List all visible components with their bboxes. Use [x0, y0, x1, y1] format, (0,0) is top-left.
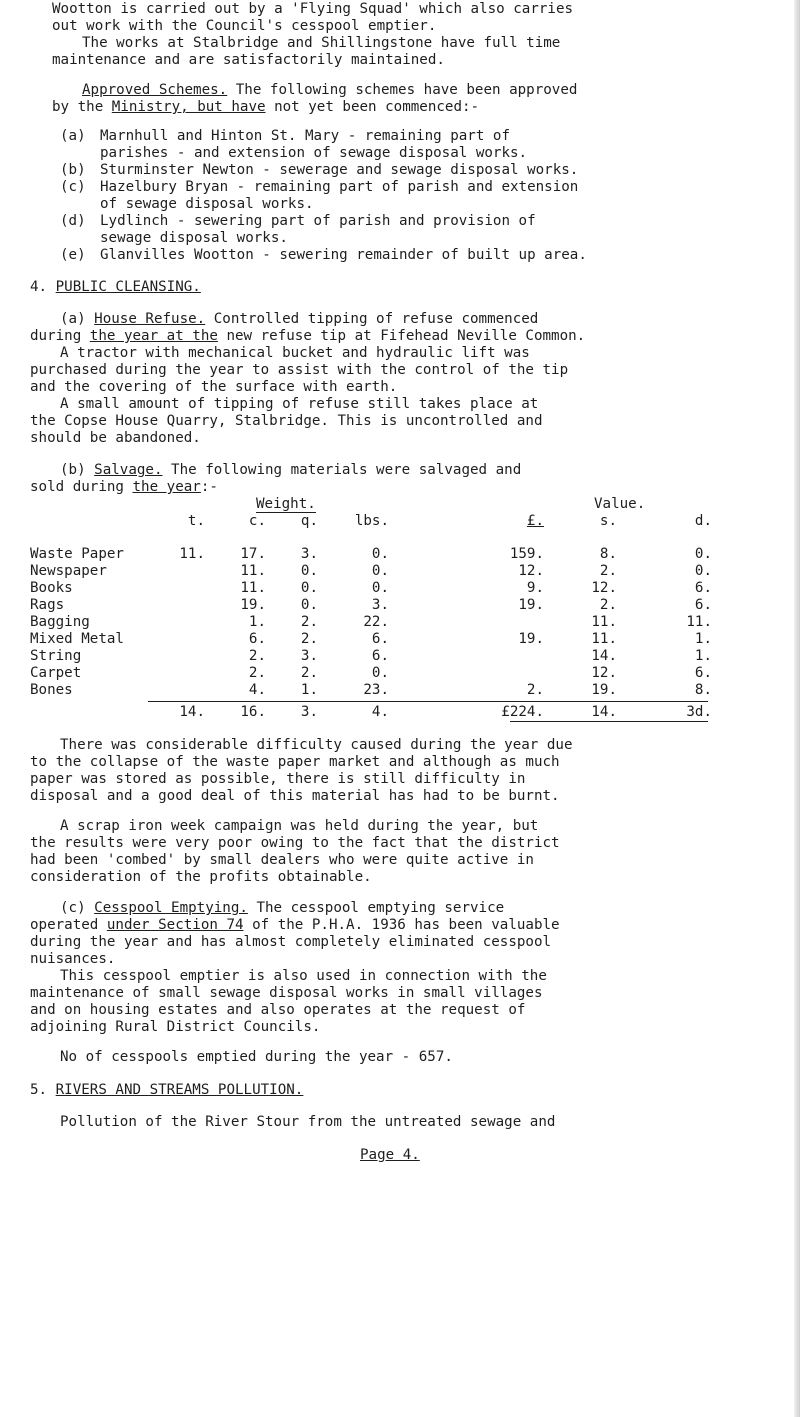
cesspool-line-8: adjoining Rural District Councils. — [30, 1019, 321, 1035]
table-cell-pounds: 19. — [518, 631, 544, 647]
column-header-lbs: lbs. — [354, 513, 389, 529]
house-refuse-line-5: and the covering of the surface with earth. — [30, 379, 398, 395]
house-refuse-line-7: the Copse House Quarry, Stalbridge. This is uncontrolled and — [30, 413, 543, 429]
table-cell-d: 6. — [694, 597, 712, 613]
cesspool-line-3: during the year and has almost completely eliminated cesspool — [30, 934, 552, 950]
column-header-pounds: £. — [526, 513, 544, 529]
total-cell-q: 3. — [300, 704, 318, 720]
table-cell-d: 6. — [694, 580, 712, 596]
table-cell-c: 11. — [240, 580, 266, 596]
cesspool-line-6: maintenance of small sewage disposal works in small villages — [30, 985, 543, 1001]
table-cell-d: 1. — [694, 648, 712, 664]
table-row-label: Waste Paper — [30, 546, 124, 562]
scheme-line: Lydlinch - sewering part of parish and provision of — [100, 213, 536, 229]
table-cell-c: 19. — [240, 597, 266, 613]
salvage-para-1-line-2: to the collapse of the waste paper market and although as much — [30, 754, 560, 770]
table-row-label: Bagging — [30, 614, 90, 630]
house-refuse-line-6: A small amount of tipping of refuse still takes place at — [60, 396, 539, 412]
column-header-q: q. — [300, 513, 318, 529]
table-row-label: Carpet — [30, 665, 82, 681]
table-cell-c: 11. — [240, 563, 266, 579]
total-underline — [510, 721, 708, 722]
table-cell-c: 17. — [240, 546, 266, 562]
table-cell-pounds: 159. — [509, 546, 544, 562]
intro-line-2: out work with the Council's cesspool emptier. — [52, 18, 437, 34]
table-cell-lbs: 6. — [371, 648, 389, 664]
table-cell-q: 2. — [300, 614, 318, 630]
approved-line-2: by the Ministry, but have not yet been commenced:- — [52, 99, 480, 115]
section-4-title: PUBLIC CLEANSING. — [55, 279, 201, 295]
house-refuse-line-8: should be abandoned. — [30, 430, 201, 446]
table-cell-t: 11. — [179, 546, 205, 562]
cesspool-count: No of cesspools emptied during the year - 657. — [60, 1049, 453, 1065]
approved-heading: Approved Schemes. — [82, 82, 228, 98]
table-cell-d: 1. — [694, 631, 712, 647]
table-row-label: Bones — [30, 682, 73, 698]
salvage-para-2-line-4: consideration of the profits obtainable. — [30, 869, 372, 885]
page-edge — [794, 0, 800, 1417]
table-cell-pounds: 9. — [526, 580, 544, 596]
cesspool-line-7: and on housing estates and also operates at the request of — [30, 1002, 526, 1018]
page-number: Page 4. — [360, 1147, 420, 1163]
total-cell-c: 16. — [240, 704, 266, 720]
table-cell-s: 2. — [599, 597, 617, 613]
table-cell-s: 11. — [591, 631, 617, 647]
scheme-marker: (b) — [60, 162, 86, 178]
intro-line-4: maintenance and are satisfactorily maintained. — [52, 52, 445, 68]
table-cell-s: 8. — [599, 546, 617, 562]
table-cell-c: 6. — [248, 631, 266, 647]
table-cell-s: 19. — [591, 682, 617, 698]
scheme-line: sewage disposal works. — [100, 230, 288, 246]
table-row-label: Newspaper — [30, 563, 107, 579]
table-cell-q: 0. — [300, 563, 318, 579]
house-refuse-line-4: purchased during the year to assist with the control of the tip — [30, 362, 569, 378]
house-refuse-line-3: A tractor with mechanical bucket and hydraulic lift was — [60, 345, 530, 361]
table-row-label: String — [30, 648, 82, 664]
scheme-marker: (d) — [60, 213, 86, 229]
approved-line-1: Approved Schemes. The following schemes have been approved — [82, 82, 578, 98]
table-cell-s: 11. — [591, 614, 617, 630]
total-cell-d: 3d. — [686, 704, 712, 720]
table-cell-q: 3. — [300, 648, 318, 664]
table-cell-s: 12. — [591, 580, 617, 596]
value-header: Value. — [594, 496, 646, 512]
salvage-heading: Salvage. — [94, 462, 163, 478]
salvage-para-2-line-2: the results were very poor owing to the fact that the district — [30, 835, 560, 851]
table-cell-d: 0. — [694, 546, 712, 562]
table-cell-pounds: 12. — [518, 563, 544, 579]
table-cell-pounds: 2. — [526, 682, 544, 698]
table-cell-d: 11. — [686, 614, 712, 630]
table-cell-c: 1. — [248, 614, 266, 630]
table-cell-lbs: 6. — [371, 631, 389, 647]
table-cell-pounds: 19. — [518, 597, 544, 613]
table-cell-c: 4. — [248, 682, 266, 698]
total-cell-lbs: 4. — [371, 704, 389, 720]
section-5-line-1: Pollution of the River Stour from the untreated sewage and — [60, 1114, 556, 1130]
table-row-label: Rags — [30, 597, 65, 613]
salvage-para-1-line-3: paper was stored as possible, there is still difficulty in — [30, 771, 526, 787]
table-cell-lbs: 0. — [371, 546, 389, 562]
scheme-marker: (a) — [60, 128, 86, 144]
salvage-para-2-line-1: A scrap iron week campaign was held during the year, but — [60, 818, 539, 834]
scheme-marker: (e) — [60, 247, 86, 263]
total-cell-t: 14. — [179, 704, 205, 720]
table-cell-lbs: 22. — [363, 614, 389, 630]
table-cell-q: 2. — [300, 665, 318, 681]
weight-header: Weight. — [256, 496, 316, 512]
section-4-heading: 4. PUBLIC CLEANSING. — [30, 279, 201, 295]
scheme-line: Marnhull and Hinton St. Mary - remaining part of — [100, 128, 510, 144]
total-cell-pounds: £224. — [501, 704, 544, 720]
salvage-line-1: (b) Salvage. The following materials were salvaged and — [60, 462, 522, 478]
cesspool-line-2: operated under Section 74 of the P.H.A. 1936 has been valuable — [30, 917, 560, 933]
column-header-t: t. — [187, 513, 205, 529]
cesspool-line-1: (c) Cesspool Emptying. The cesspool emptying service — [60, 900, 505, 916]
cesspool-heading: Cesspool Emptying. — [94, 900, 248, 916]
table-cell-s: 14. — [591, 648, 617, 664]
table-cell-d: 8. — [694, 682, 712, 698]
table-cell-lbs: 3. — [371, 597, 389, 613]
table-cell-c: 2. — [248, 665, 266, 681]
total-cell-s: 14. — [591, 704, 617, 720]
table-cell-q: 1. — [300, 682, 318, 698]
table-cell-d: 0. — [694, 563, 712, 579]
table-cell-lbs: 23. — [363, 682, 389, 698]
salvage-para-2-line-3: had been 'combed' by small dealers who were quite active in — [30, 852, 534, 868]
table-cell-c: 2. — [248, 648, 266, 664]
section-5-heading: 5. RIVERS AND STREAMS POLLUTION. — [30, 1082, 304, 1098]
table-cell-d: 6. — [694, 665, 712, 681]
salvage-line-2: sold during the year:- — [30, 479, 218, 495]
scheme-line: Glanvilles Wootton - sewering remainder of built up area. — [100, 247, 587, 263]
table-cell-s: 12. — [591, 665, 617, 681]
section-5-title: RIVERS AND STREAMS POLLUTION. — [55, 1082, 304, 1098]
table-cell-lbs: 0. — [371, 665, 389, 681]
scheme-line: of sewage disposal works. — [100, 196, 314, 212]
house-refuse-line-2: during the year at the new refuse tip at Fifehead Neville Common. — [30, 328, 586, 344]
table-cell-q: 2. — [300, 631, 318, 647]
table-cell-lbs: 0. — [371, 563, 389, 579]
table-row-label: Mixed Metal — [30, 631, 124, 647]
table-cell-q: 3. — [300, 546, 318, 562]
intro-line-3: The works at Stalbridge and Shillingstone have full time — [82, 35, 561, 51]
salvage-para-1-line-1: There was considerable difficulty caused during the year due — [60, 737, 573, 753]
table-row-label: Books — [30, 580, 73, 596]
salvage-para-1-line-4: disposal and a good deal of this material has had to be burnt. — [30, 788, 560, 804]
table-cell-lbs: 0. — [371, 580, 389, 596]
table-cell-s: 2. — [599, 563, 617, 579]
column-header-d: d. — [694, 513, 712, 529]
total-rule — [148, 701, 708, 702]
intro-line-1: Wootton is carried out by a 'Flying Squad' which also carries — [52, 1, 574, 17]
table-cell-q: 0. — [300, 597, 318, 613]
scheme-line: Sturminster Newton - sewerage and sewage disposal works. — [100, 162, 579, 178]
scheme-line: Hazelbury Bryan - remaining part of parish and extension — [100, 179, 579, 195]
house-refuse-heading: House Refuse. — [94, 311, 206, 327]
cesspool-line-5: This cesspool emptier is also used in connection with the — [60, 968, 547, 984]
table-cell-q: 0. — [300, 580, 318, 596]
scheme-line: parishes - and extension of sewage disposal works. — [100, 145, 528, 161]
column-header-s: s. — [599, 513, 617, 529]
house-refuse-line-1: (a) House Refuse. Controlled tipping of refuse commenced — [60, 311, 539, 327]
scheme-marker: (c) — [60, 179, 86, 195]
column-header-c: c. — [248, 513, 266, 529]
cesspool-line-4: nuisances. — [30, 951, 116, 967]
